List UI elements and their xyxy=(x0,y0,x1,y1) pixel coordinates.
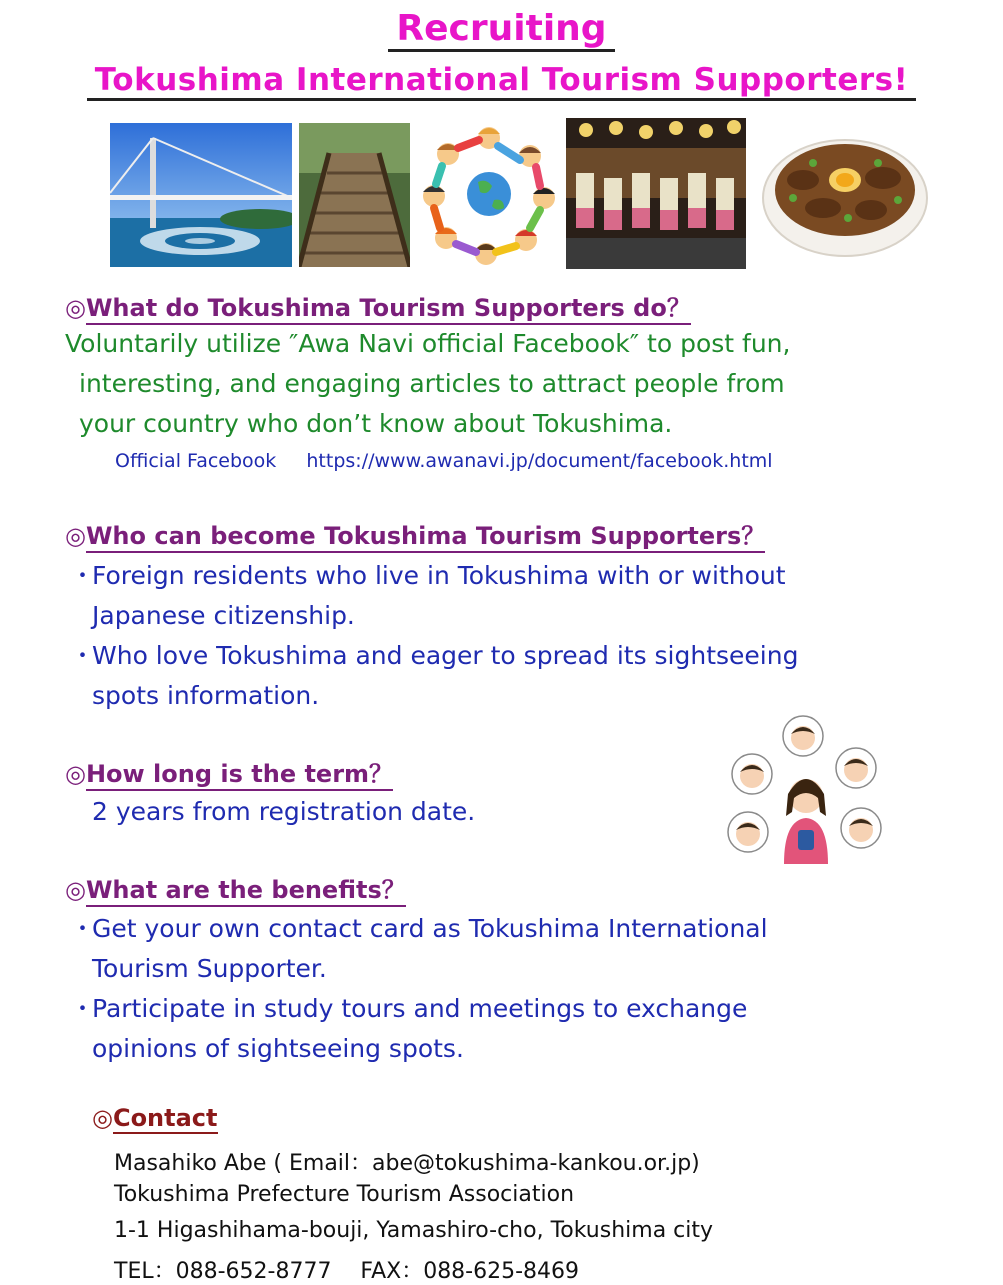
ramen-bowl-photo xyxy=(753,118,937,266)
what-line-1: Voluntarily utilize ″Awa Navi official Facebook″ to post fun, xyxy=(65,329,791,358)
section-heading-term: ◎How long is the term？ xyxy=(65,754,393,789)
list-item-line: Tourism Supporter. xyxy=(92,954,327,983)
what-line-2: interesting, and engaging articles to attract people from xyxy=(79,369,785,398)
list-item-line: opinions of sightseeing spots. xyxy=(92,1034,464,1063)
page-subtitle: Tokushima International Tourism Supporters! xyxy=(0,62,1003,98)
bullet-dot: ・ xyxy=(70,561,96,590)
section-heading-what: ◎What do Tokushima Tourism Supporters do？ xyxy=(65,288,691,323)
what-description xyxy=(65,324,790,444)
vine-bridge-photo xyxy=(299,123,410,267)
bridge-whirlpool-photo xyxy=(110,123,292,267)
double-circle-icon: ◎ xyxy=(65,760,86,788)
double-circle-icon: ◎ xyxy=(65,876,86,904)
section-heading-who: ◎Who can become Tokushima Tourism Supporters？ xyxy=(65,516,765,551)
list-item-line: Participate in study tours and meetings to exchange xyxy=(92,994,748,1023)
contact-phone-fax: TEL：088-652-8777 FAX：088-625-8469 xyxy=(114,1259,580,1284)
list-item-line: Foreign residents who live in Tokushima with or without xyxy=(92,561,786,590)
contact-address: 1-1 Higashihama-bouji, Yamashiro-cho, Tokushima city xyxy=(114,1218,714,1243)
term-text: 2 years from registration date. xyxy=(92,797,476,826)
bullet-dot: ・ xyxy=(70,641,96,670)
awa-odori-dance-photo xyxy=(566,118,746,269)
people-chat-illustration xyxy=(718,714,888,864)
list-item-line: Who love Tokushima and eager to spread its sightseeing xyxy=(92,641,799,670)
bullet-dot: ・ xyxy=(70,914,96,943)
what-line-3: your country who don’t know about Tokushima. xyxy=(79,409,673,438)
page-title: Recruiting xyxy=(0,8,1003,49)
list-item-line: Get your own contact card as Tokushima International xyxy=(92,914,768,943)
list-item-line: spots information. xyxy=(92,681,320,710)
double-circle-icon: ◎ xyxy=(92,1104,113,1132)
double-circle-icon: ◎ xyxy=(65,522,86,550)
kids-globe-illustration xyxy=(418,120,560,268)
double-circle-icon: ◎ xyxy=(65,294,86,322)
contact-person: Masahiko Abe ( Email：abe@tokushima-kankou.or.jp) xyxy=(114,1151,700,1176)
facebook-label: Official Facebook xyxy=(115,450,277,472)
contact-organization: Tokushima Prefecture Tourism Association xyxy=(114,1182,575,1207)
facebook-link[interactable]: https://www.awanavi.jp/document/facebook.html xyxy=(306,450,773,472)
contact-heading: ◎Contact xyxy=(92,1104,218,1132)
facebook-info xyxy=(115,450,773,472)
list-item-line: Japanese citizenship. xyxy=(92,601,355,630)
section-heading-benefits: ◎What are the benefits？ xyxy=(65,870,406,905)
bullet-dot: ・ xyxy=(70,994,96,1023)
